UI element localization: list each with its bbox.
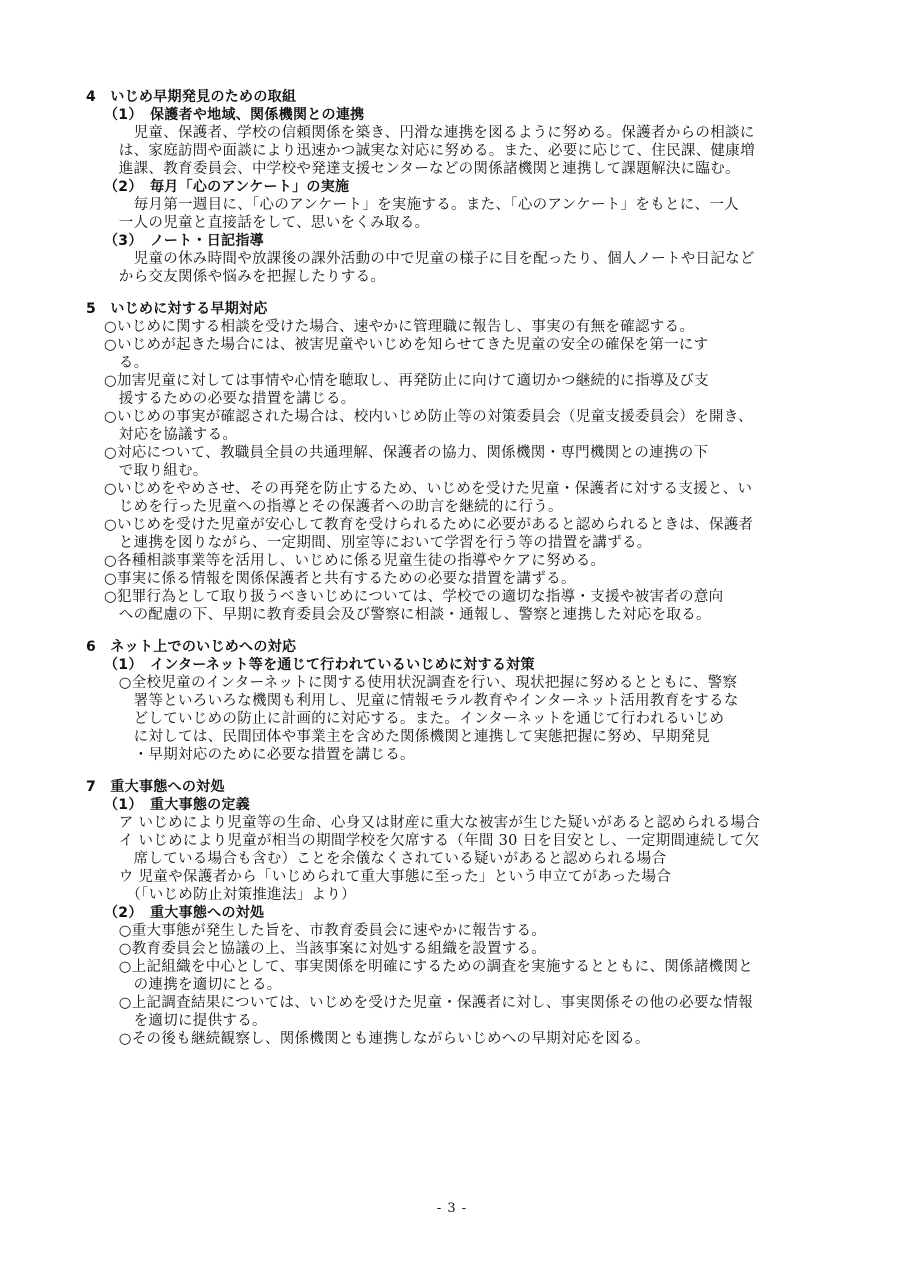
section-heading: 6 ネット上でのいじめへの対応 [86,639,297,655]
section-heading: （2） 毎月「心のアンケート」の実施 [104,179,350,195]
text-line: ○いじめに関する相談を受けた場合、速やかに管理職に報告し、事実の有無を確認する。 [104,319,695,335]
text-line: じめを行った児童への指導とその保護者への助言を継続的に行う。 [104,499,563,515]
text-line: ○全校児童のインターネットに関する使用状況調査を行い、現状把握に努めるとともに、警察 [104,675,738,691]
text-line: 対応を協議する。 [104,427,238,443]
text-line: と連携を図りながら、一定期間、別室等において学習を行う等の措置を講ずる。 [104,535,652,551]
section-heading: （1） 保護者や地域、関係機関との連携 [104,107,365,123]
text-line: どしていじめの防止に計画的に対応する。また。インターネットを通じて行われるいじめ [104,711,725,727]
text-line: イ いじめにより児童が相当の期間学校を欠席する（年間 30 日を目安とし、一定期間連続して欠 [104,833,760,849]
text-line: ○いじめの事実が確認された場合は、校内いじめ防止等の対策委員会（児童支援委員会）を開き、 [104,409,753,425]
text-line: ○対応について、教職員全員の共通理解、保護者の協力、関係機関・専門機関との連携の下 [104,445,709,461]
text-line: への配慮の下、早期に教育委員会及び警察に相談・通報し、警察と連携した対応を取る。 [104,607,711,623]
text-line: ○上記組織を中心として、事実関係を明確にするための調査を実施するとともに、関係諸機関と [104,959,754,975]
text-line: ウ 児童や保護者から「いじめられて重大事態に至った」という申立てがあった場合 [104,869,672,885]
text-line: （「いじめ防止対策推進法」より） [104,887,356,903]
text-line: に対しては、民間団体や事業主を含めた関係機関と連携して実態把握に努め、早期発見 [104,729,711,745]
section-heading: 5 いじめに対する早期対応 [86,301,268,317]
section-heading: （1） インターネット等を通じて行われているいじめに対する対策 [104,657,535,673]
text-line: ○事実に係る情報を関係保護者と共有するための必要な措置を講ずる。 [104,571,576,587]
section-heading: （1） 重大事態の定義 [104,797,251,813]
text-line: ○犯罪行為として取り扱うべきいじめについては、学校での適切な指導・支援や被害者の意向 [104,589,724,605]
text-line: 毎月第一週目に、「心のアンケート」を実施する。また、「心のアンケート」をもとに、一人 [104,197,739,213]
text-line: を適切に提供する。 [104,1013,267,1029]
text-line: ○上記調査結果については、いじめを受けた児童・保護者に対し、事実関係その他の必要な情報 [104,995,754,1011]
section-heading: （2） 重大事態への対処 [104,905,265,921]
section-heading: 7 重大事態への対処 [86,779,225,795]
text-line: で取り組む。 [104,463,208,479]
text-line: ○重大事態が発生した旨を、市教育委員会に速やかに報告する。 [104,923,547,939]
text-line: る。 [104,355,149,371]
text-line: ア いじめにより児童等の生命、心身又は財産に重大な被害が生じた疑いがあると認められる場合 [104,815,761,831]
text-line: 署等といろいろな機関も利用し、児童に情報モラル教育やインターネット活用教育をするな [104,693,739,709]
text-line: ○加害児童に対しては事情や心情を聴取し、再発防止に向けて適切かつ継続的に指導及び支 [104,373,709,389]
section-heading: （3） ノート・日記指導 [104,233,264,249]
text-line: の連携を適切にとる。 [104,977,282,993]
text-line: ○その後も継続観察し、関係機関とも連携しながらいじめへの早期対応を図る。 [104,1031,650,1047]
text-line: ・早期対応のために必要な措置を講じる。 [104,747,415,763]
text-line: ○教育委員会と協議の上、当該事案に対処する組織を設置する。 [104,941,547,957]
text-line: 席している場合も含む）ことを余儀なくされている疑いがあると認められる場合 [104,851,667,867]
section-heading: 4 いじめ早期発見のための取組 [86,89,297,105]
text-line: ○いじめを受けた児童が安心して教育を受けられるために必要があると認められるときは、保護者 [104,517,754,533]
text-line: 援するための必要な措置を講じる。 [104,391,356,407]
text-line: 一人の児童と直接話をして、思いをくみ取る。 [104,215,430,231]
text-line: ○各種相談事業等を活用し、いじめに係る児童生徒の指導やケアに努める。 [104,553,606,569]
text-line: から交友関係や悩みを把握したりする。 [104,269,386,285]
page-number: - 3 - [436,1201,468,1216]
text-line: 進課、教育委員会、中学校や発達支援センターなどの関係諸機関と連携して課題解決に臨む。 [104,161,740,177]
text-line: ○いじめが起きた場合には、被害児童やいじめを知らせてきた児童の安全の確保を第一にす [104,337,709,353]
text-line: ○いじめをやめさせ、その再発を防止するため、いじめを受けた児童・保護者に対する支援と、い [104,481,753,497]
text-line: は、家庭訪問や面談により迅速かつ誠実な対応に努める。また、必要に応じて、住民課、健康増 [104,143,755,159]
text-line: 児童の休み時間や放課後の課外活動の中で児童の様子に目を配ったり、個人ノートや日記など [104,251,755,267]
text-line: 児童、保護者、学校の信頼関係を築き、円滑な連携を図るように努める。保護者からの相談に [104,125,755,141]
